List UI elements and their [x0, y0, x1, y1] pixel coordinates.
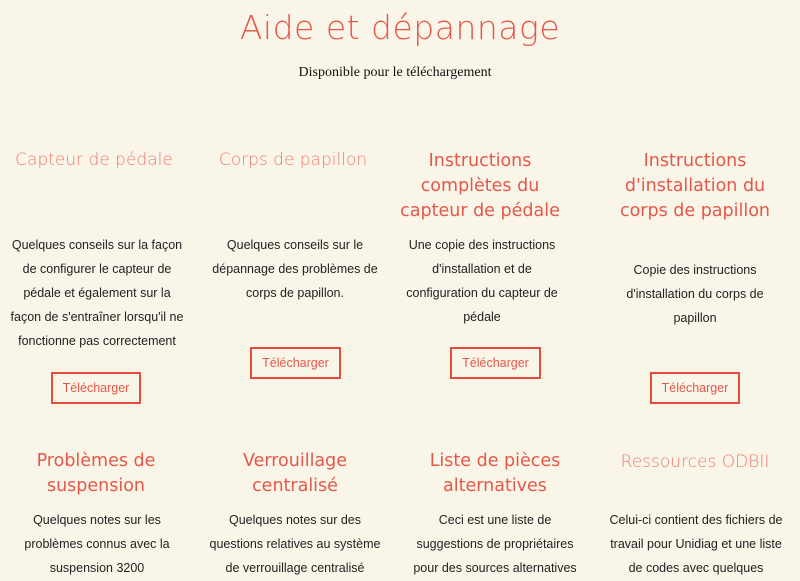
- card-desc-instructions-capteur: Une copie des instructions d'installation et de configuration du capteur de pédale: [406, 238, 558, 324]
- card-desc-instructions-papillon: Copie des instructions d'installation du corps de papillon: [626, 263, 764, 325]
- card-title-problemes-suspension: Problèmes de suspension: [36, 451, 156, 496]
- download-button-instructions-capteur[interactable]: Télécharger: [450, 347, 541, 379]
- card-desc-capteur-pedale: Quelques conseils sur la façon de configurer le capteur de pédale et également sur la façon de s'entraîner lorsqu'il ne fonctionne pas correctement: [10, 238, 184, 348]
- card-title-corps-papillon: Corps de papillon: [218, 150, 368, 170]
- download-button-capteur-pedale[interactable]: Télécharger: [51, 372, 141, 404]
- card-desc-corps-papillon: Quelques conseils sur le dépannage des problèmes de corps de papillon.: [212, 238, 378, 300]
- card-desc-problemes-suspension: Quelques notes sur les problèmes connus avec la suspension 3200: [24, 513, 170, 575]
- download-button-instructions-papillon[interactable]: Télécharger: [650, 372, 740, 404]
- card-desc-liste-pieces: Ceci est une liste de suggestions de propriétaires pour des sources alternatives: [413, 513, 577, 575]
- page-subtitle: Disponible pour le téléchargement: [298, 65, 492, 80]
- card-title-capteur-pedale: Capteur de pédale: [15, 150, 173, 170]
- download-button-corps-papillon[interactable]: Télécharger: [250, 347, 341, 379]
- card-title-liste-pieces: Liste de pièces alternatives: [429, 451, 561, 496]
- page-title: Aide et dépannage: [239, 8, 561, 47]
- card-title-ressources-odbii: Ressources ODBII: [620, 452, 770, 472]
- card-title-instructions-capteur: Instructions complètes du capteur de pédale: [400, 151, 560, 221]
- card-desc-ressources-odbii: Celui-ci contient des fichiers de travail pour Unidiag et une liste de codes avec quelques: [609, 513, 783, 575]
- card-title-instructions-papillon: Instructions d'installation du corps de papillon: [619, 151, 771, 221]
- card-title-verrouillage-centralise: Verrouillage centralisé: [242, 451, 348, 496]
- card-desc-verrouillage-centralise: Quelques notes sur des questions relatives au système de verrouillage centralisé: [209, 513, 381, 575]
